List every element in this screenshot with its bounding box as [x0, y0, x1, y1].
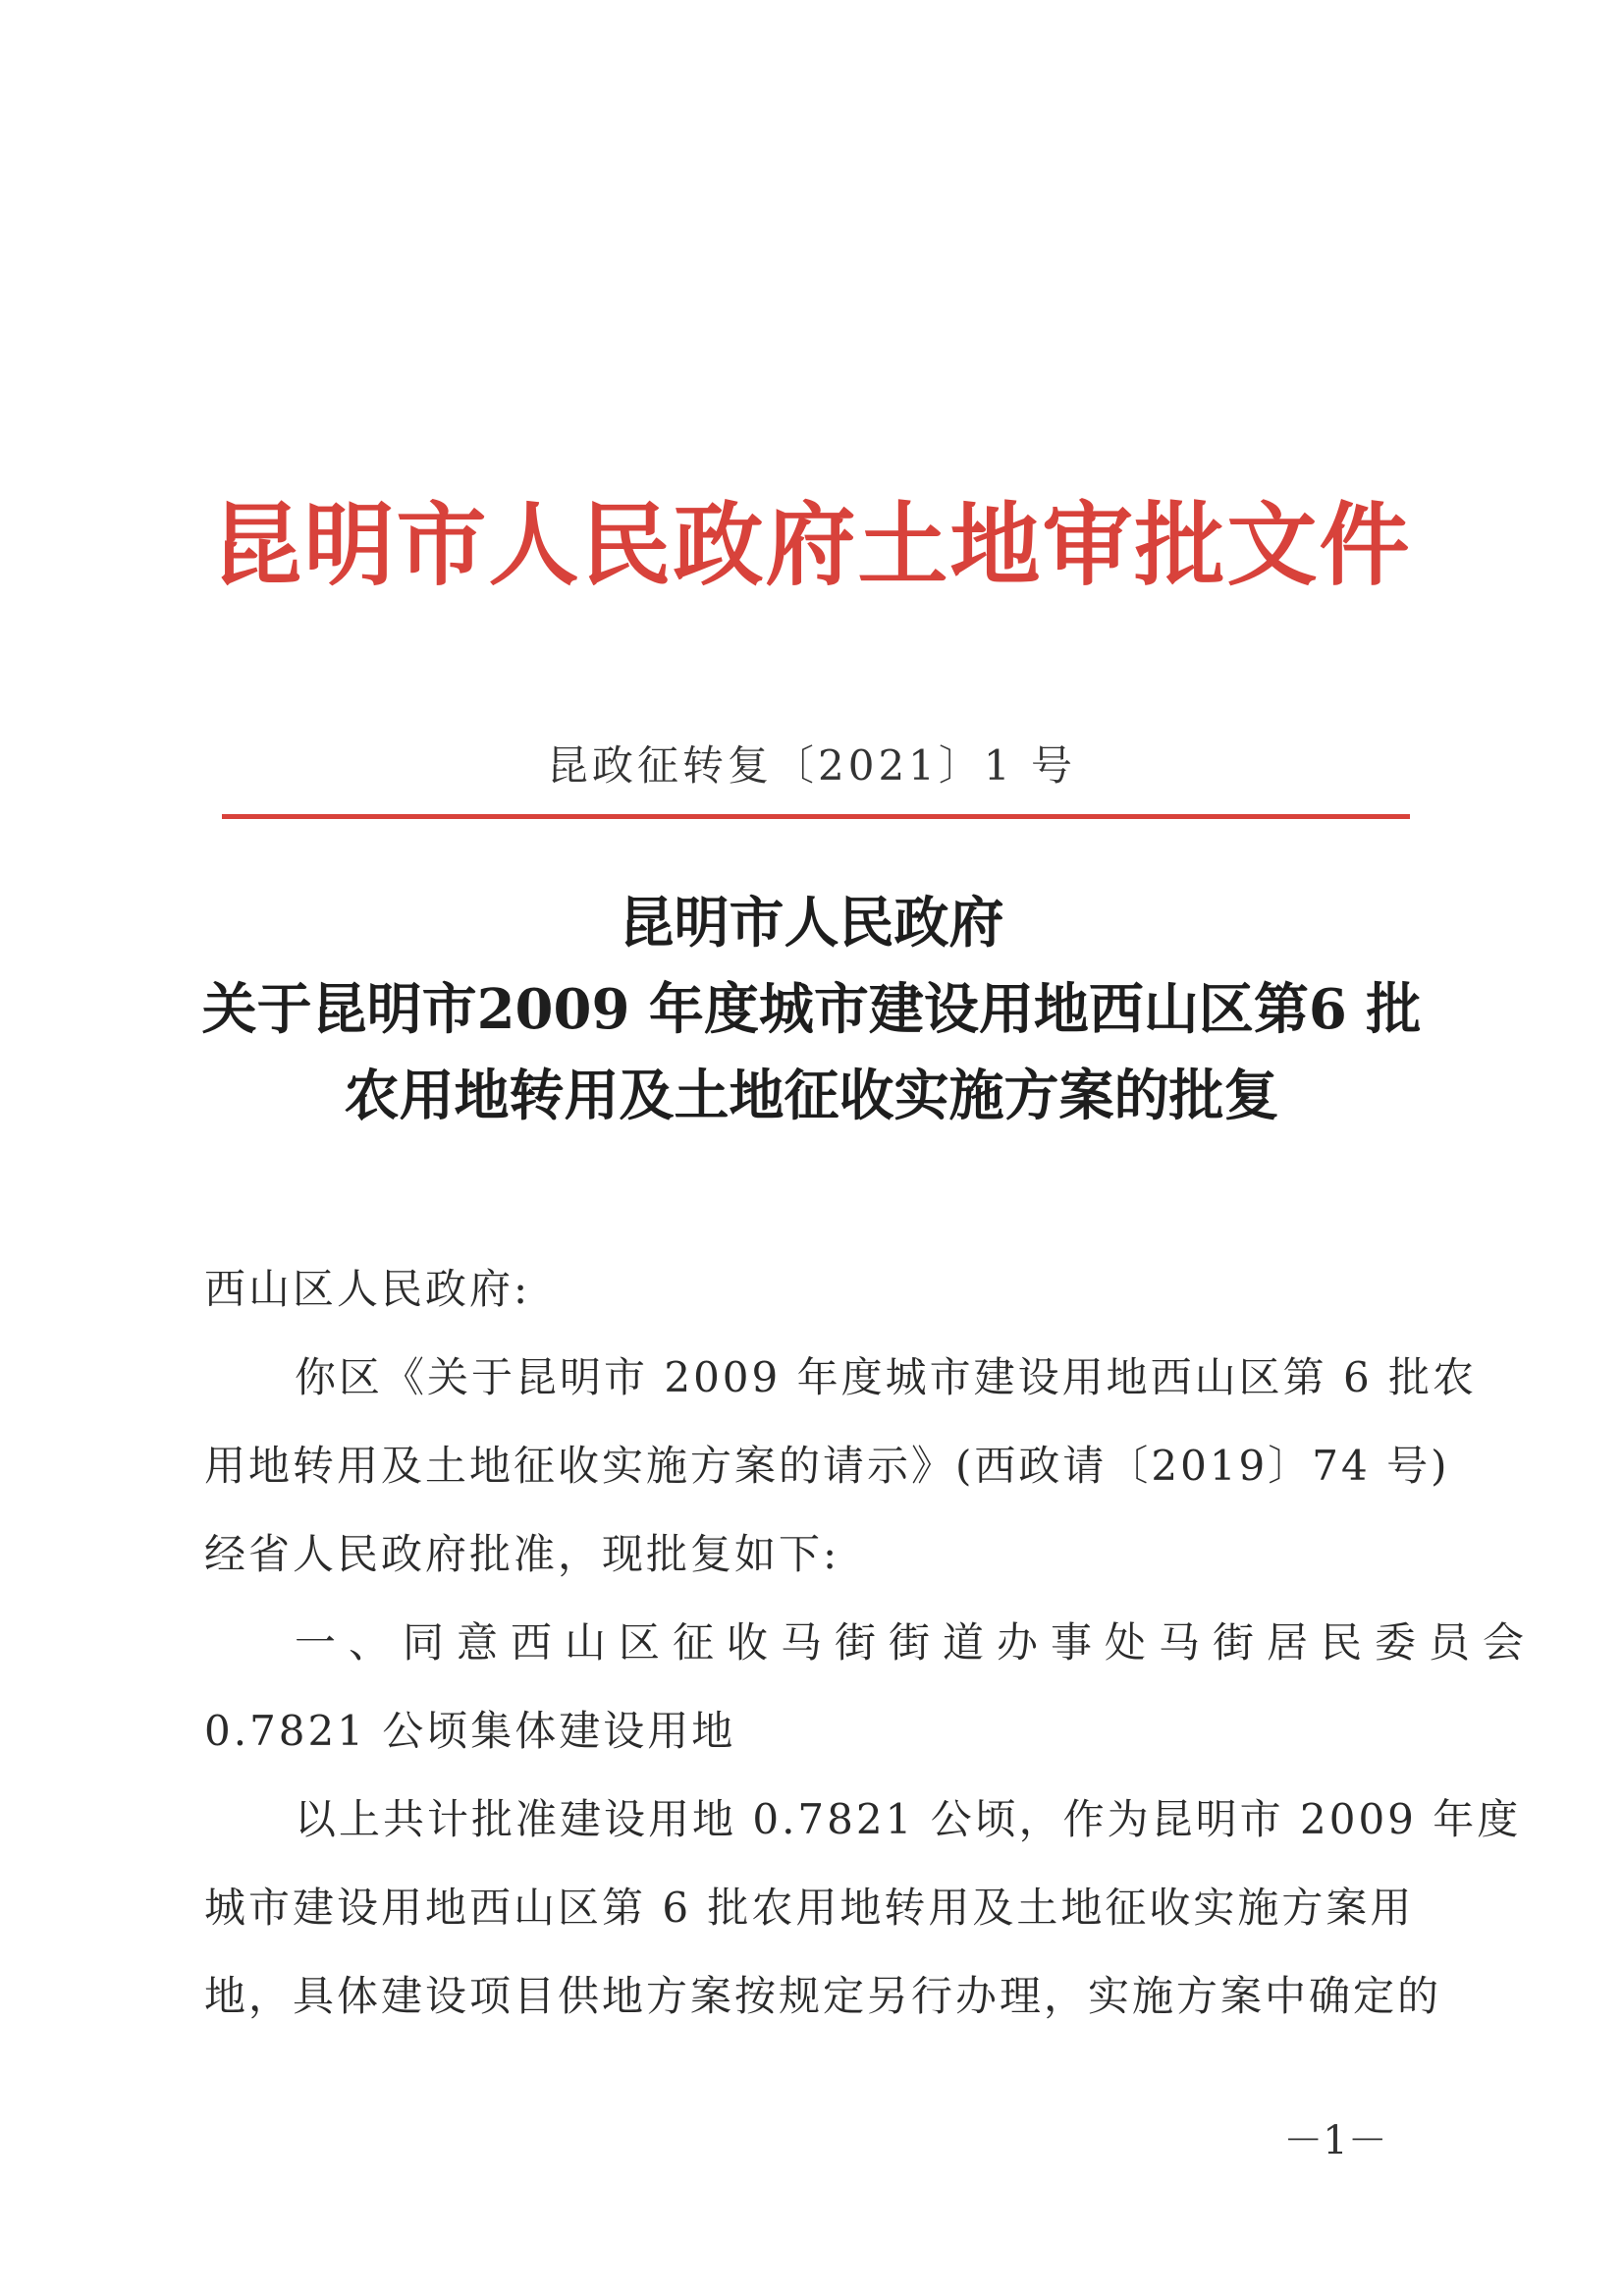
document-body: [204, 1245, 1538, 2041]
body-line: 一、同意西山区征收马街街道办事处马街居民委员会: [295, 1618, 1538, 1667]
body-line: 用地转用及土地征收实施方案的请示》(西政请〔2019〕74 号): [204, 1442, 1450, 1490]
body-line: 以上共计批准建设用地 0.7821 公顷，作为昆明市 2009 年度: [295, 1795, 1522, 1843]
body-line: 你区《关于昆明市 2009 年度城市建设用地西山区第 6 批农: [295, 1353, 1478, 1401]
body-line: 地，具体建设项目供地方案按规定另行办理，实施方案中确定的: [204, 1972, 1442, 2020]
title-line-2: 关于昆明市2009 年度城市建设用地西山区第6 批: [201, 977, 1422, 1042]
issuer-header: 昆明市人民政府土地审批文件: [211, 492, 1412, 598]
salutation: 西山区人民政府:: [204, 1265, 531, 1313]
title-line-1: 昆明市人民政府: [619, 891, 1004, 956]
title-line-3: 农用地转用及土地征收实施方案的批复: [344, 1064, 1279, 1128]
body-line: 城市建设用地西山区第 6 批农用地转用及土地征收实施方案用: [204, 1884, 1415, 1932]
page-number: －1－: [1283, 2118, 1387, 2163]
document-number: 昆政征转复〔2021〕1 号: [547, 741, 1076, 790]
document-title: [0, 880, 1623, 1139]
body-line: 经省人民政府批准，现批复如下:: [204, 1530, 840, 1578]
body-line: 0.7821 公顷集体建设用地: [204, 1707, 736, 1755]
red-divider: [222, 814, 1410, 819]
